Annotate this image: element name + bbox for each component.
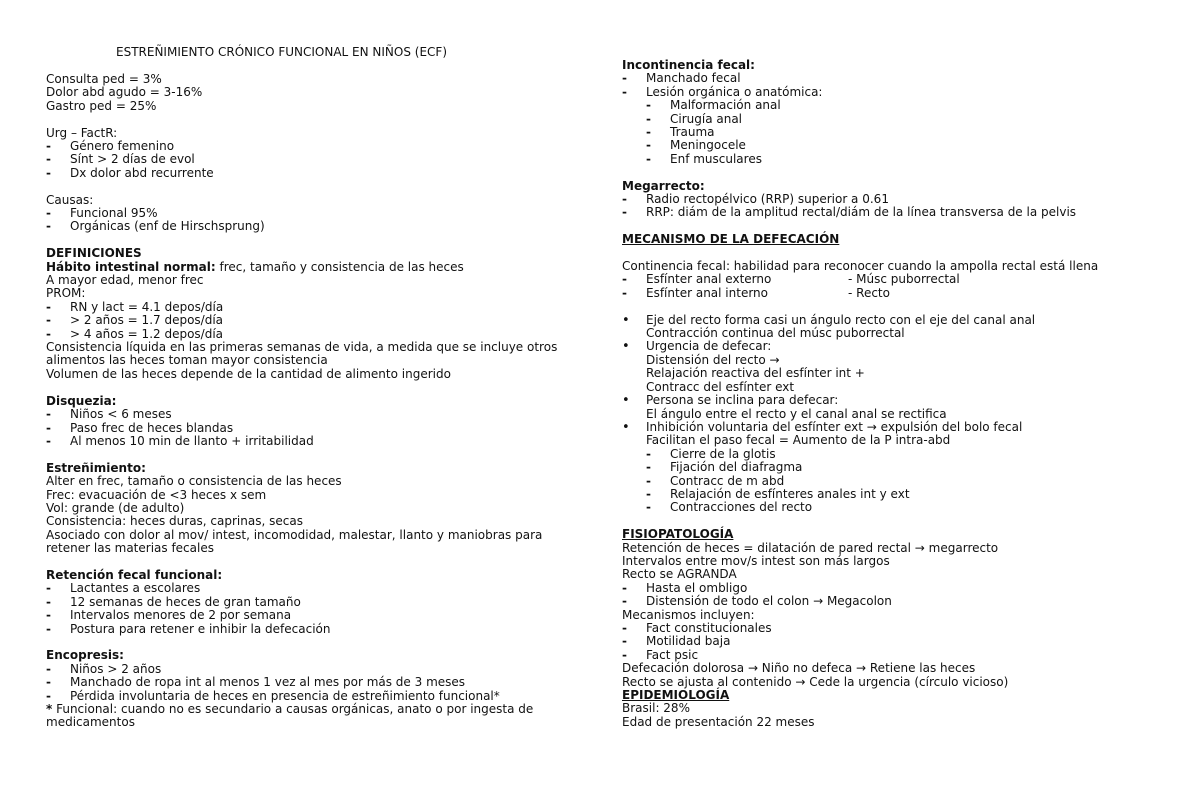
stat-dolor: Dolor abd agudo = 3-16% [46,85,203,100]
bullet-continuation: Contracc del esfínter ext [646,379,795,394]
bullet-continuation: Facilitan el paso fecal = Aumento de la P intra-abd [646,433,951,448]
stat-gastro: Gastro ped = 25% [46,98,157,113]
dash-marker: - [622,634,627,649]
estrenimiento-line: Alter en frec, tamaño o consistencia de las heces [46,474,342,489]
list-item: - Cierre de la glotis [646,446,776,461]
bullet-continuation: Contracción continua del músc puborrectal [646,326,905,341]
dash-marker: - [46,433,51,448]
dash-marker: - [46,152,51,167]
list-item: - Fact constitucionales [622,620,772,635]
retencion-heading: Retención fecal funcional: [46,567,223,582]
dash-marker: - [622,272,627,287]
epidemiologia-heading: EPIDEMIOLOGÍA [622,688,730,703]
dash-marker: - [46,688,51,703]
dash-marker: - [646,98,651,113]
dash-marker: - [46,299,51,314]
list-item: - Manchado fecal [622,71,741,86]
asociado-paragraph: Asociado con dolor al mov/ intest, incomodidad, malestar, llanto y maniobras para retener las materias fecales [46,527,543,556]
list-item: - Paso frec de heces blandas [46,420,234,435]
dash-marker: - [646,460,651,475]
dash-marker: - [46,661,51,676]
right-column [622,0,1162,729]
list-item: - Contracc de m abd [646,473,785,488]
fisiopatologia-heading: FISIOPATOLOGÍA [622,527,734,542]
esfinter-row: - Esfínter anal interno - Recto [622,285,890,300]
list-item: - Distensión de todo el colon → Megacolon [622,594,892,609]
list-item: - RRP: diám de la amplitud rectal/diám de la línea transversa de la pelvis [622,205,1077,220]
dash-marker: - [646,486,651,501]
list-item: - Pérdida involuntaria de heces en presencia de estreñimiento funcional* [46,688,500,703]
encopresis-heading: Encopresis: [46,648,124,663]
esfinter-row: - Esfínter anal externo - Músc puborrectal [622,272,960,287]
list-item: - Orgánicas (enf de Hirschsprung) [46,219,265,234]
inhibicion-sublist [622,448,1162,515]
urg-heading: Urg – FactR: [46,125,118,140]
list-item: - Lactantes a escolares [46,581,201,596]
dash-marker: - [622,285,627,300]
estrenimiento-line: Consistencia: heces duras, caprinas, secas [46,514,303,529]
consistencia-paragraph: Consistencia líquida en las primeras semanas de vida, a medida que se incluye otros alimentos las heces toman mayor consistencia [46,340,558,368]
dash-marker: - [646,500,651,515]
list-item: - Dx dolor abd recurrente [46,165,214,180]
dash-marker: - [622,192,627,207]
document-title: ESTREÑIMIENTO CRÓNICO FUNCIONAL EN NIÑOS (ECF) [116,45,448,59]
megarrecto-heading: Megarrecto: [622,178,705,193]
bullet-continuation: Relajación reactiva del esfínter int + [646,366,865,381]
dash-marker: - [622,594,627,609]
dash-marker: - [46,621,51,636]
bullet-marker: • [622,393,630,409]
estrenimiento-line: Vol: grande (de adulto) [46,500,185,515]
definiciones-heading: DEFINICIONES [46,246,142,261]
bullet-marker: • [622,339,630,355]
incontinencia-heading: Incontinencia fecal: [622,58,755,72]
list-item: - Fijación del diafragma [646,460,803,475]
dash-marker: - [622,580,627,595]
fisio-line: Intervalos entre mov/s intest son más largos [622,553,890,568]
list-item: - 12 semanas de heces de gran tamaño [46,594,301,609]
dash-marker: - [46,219,51,234]
list-item: - Postura para retener e inhibir la defecación [46,621,331,636]
dash-marker: - [646,138,651,153]
list-item: - Niños > 2 años [46,661,162,676]
disquezia-heading: Disquezia: [46,393,117,408]
list-item: - Género femenino [46,139,175,154]
list-item: - Funcional 95% [46,206,158,221]
dash-marker: - [46,165,51,180]
estrenimiento-heading: Estreñimiento: [46,460,146,475]
bullet-marker: • [622,419,630,435]
list-item: - Radio rectopélvico (RRP) superior a 0.61 [622,192,889,207]
dash-marker: - [622,647,627,662]
list-item: - Cirugía anal [646,111,743,126]
list-item: - Malformación anal [646,98,781,113]
bullet-continuation: El ángulo entre el recto y el canal anal se rectifica [646,406,947,421]
list-item: - Niños < 6 meses [46,407,172,422]
mayor-edad-line: A mayor edad, menor frec [46,273,204,288]
causas-heading: Causas: [46,192,94,207]
dash-marker: - [46,407,51,422]
estrenimiento-line: Frec: evacuación de <3 heces x sem [46,487,267,502]
lesion-sublist [622,99,1162,166]
dash-marker: - [46,206,51,221]
dash-marker: - [46,594,51,609]
habito-line: Hábito intestinal normal: frec, tamaño y consistencia de las heces [46,259,464,274]
epi-line: Brasil: 28% [622,701,690,716]
dash-marker: - [46,675,51,690]
bullet-item: • Eje del recto forma casi un ángulo recto con el eje del canal anal [622,312,1036,328]
list-item: - Trauma [646,125,715,140]
list-item: - Enf musculares [646,151,762,166]
fisio-line: Retención de heces = dilatación de pared rectal → megarrecto [622,540,999,555]
ciclo-line: Defecación dolorosa → Niño no defeca → Retiene las heces [622,661,976,676]
list-item: - Contracciones del recto [646,500,813,515]
list-item: - Al menos 10 min de llanto + irritabilidad [46,433,314,448]
list-item: - Fact psic [622,647,699,662]
list-item: - Motilidad baja [622,634,731,649]
prom-label: PROM: [46,286,86,301]
bullet-marker: • [622,312,630,328]
dash-marker: - [646,111,651,126]
list-item: - Sínt > 2 días de evol [46,152,195,167]
dash-marker: - [622,71,627,86]
dash-marker: - [46,420,51,435]
funcional-footnote: * Funcional: cuando no es secundario a causas orgánicas, anato o por ingesta de medicamentos [46,701,534,730]
list-item: - > 2 años = 1.7 depos/día [46,313,224,328]
bullet-continuation: Distensión del recto → [646,352,780,367]
list-item: - RN y lact = 4.1 depos/día [46,299,224,314]
left-column [46,0,586,730]
list-item: - Manchado de ropa int al menos 1 vez al mes por más de 3 meses [46,675,466,690]
dash-marker: - [622,205,627,220]
bullet-item: • Persona se inclina para defecar: [622,393,839,409]
dash-marker: - [646,473,651,488]
mecanismo-heading: MECANISMO DE LA DEFECACIÓN [622,232,840,247]
dash-marker: - [46,581,51,596]
dash-marker: - [622,84,627,99]
dash-marker: - [46,608,51,623]
list-item: - Relajación de esfínteres anales int y ext [646,486,910,501]
list-item: - Meningocele [646,138,746,153]
dash-marker: - [646,446,651,461]
epi-line: Edad de presentación 22 meses [622,714,815,729]
list-item: - > 4 años = 1.2 depos/día [46,326,224,341]
continencia-line: Continencia fecal: habilidad para reconocer cuando la ampolla rectal está llena [622,259,1099,274]
dash-marker: - [646,125,651,140]
list-item: - Lesión orgánica o anatómica: [622,84,823,99]
dash-marker: - [622,620,627,635]
ciclo-line: Recto se ajusta al contenido → Cede la urgencia (círculo vicioso) [622,674,1009,689]
stat-consulta: Consulta ped = 3% [46,72,162,86]
list-item: - Hasta el ombligo [622,580,748,595]
list-item: - Intervalos menores de 2 por semana [46,608,292,623]
fisio-line: Recto se AGRANDA [622,567,737,582]
dash-marker: - [46,326,51,341]
bullet-item: • Urgencia de defecar: [622,339,772,355]
bullet-item: • Inhibición voluntaria del esfínter ext → expulsión del bolo fecal [622,419,1023,435]
dash-marker: - [46,139,51,154]
dash-marker: - [46,313,51,328]
mecanismos-heading: Mecanismos incluyen: [622,607,755,622]
volumen-line: Volumen de las heces depende de la cantidad de alimento ingerido [46,366,451,381]
dash-marker: - [646,151,651,166]
